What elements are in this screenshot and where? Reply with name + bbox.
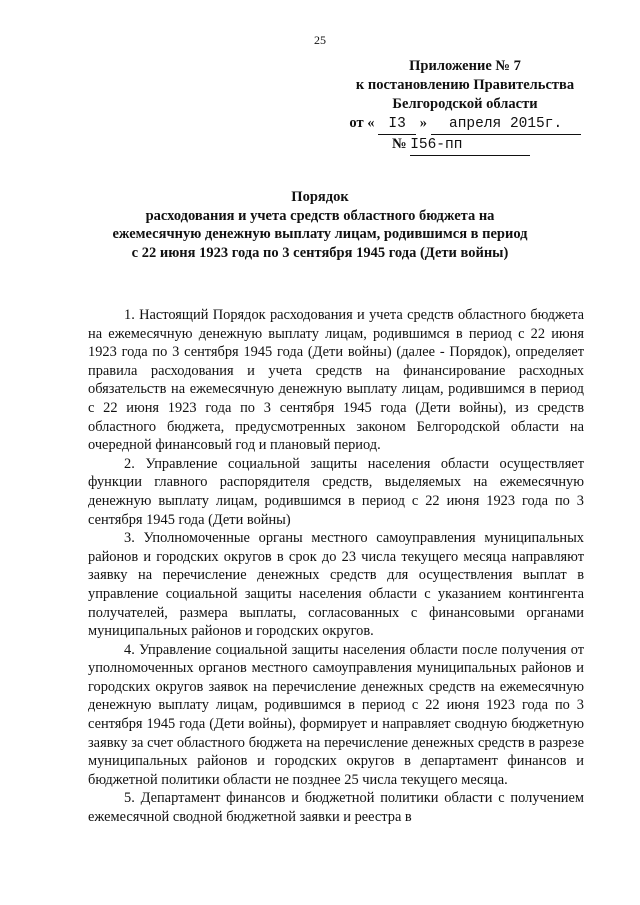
paragraph-2: 2. Управление социальной защиты населения области осуществляет функции главного распорядителя средств, выделяемых на ежемесячную денежную выплату лицам, родившимся в период с 22 июня 1923 года по 3 сентября 1945 года (Дети войны) (88, 455, 584, 528)
date-month-year: апреля 2015г. (431, 115, 581, 135)
paragraph-4: 4. Управление социальной защиты населения области после получения от уполномоченных органов местного самоуправления муниципальных районов и городских округов заявок на перечисление денежных средств на ежемесячную денежную выплату лицам, родившимся в период с 22 июня 1923 года по 3 сентября 1945 года (Дети войны), формирует и направляет сводную бюджетную заявку за счет областного бюджета на перечисление денежных средств в разрезе муниципальных районов и городских округов в департамент финансов и бюджетной политики области не позднее 25 числа текущего месяца. (88, 641, 584, 788)
number-value: I56-пп (410, 136, 530, 156)
appendix-date (330, 114, 600, 135)
title-line-2: расходования и учета средств областного бюджета на (145, 207, 495, 224)
appendix-header (330, 57, 600, 156)
date-day: I3 (378, 115, 416, 135)
appendix-reference: к постановлению Правительства (355, 77, 575, 93)
date-mid: » (419, 115, 427, 131)
title-line-3: ежемесячную денежную выплату лицам, родившимся в период (112, 226, 528, 242)
document-title (100, 188, 540, 262)
page-number: 25 (314, 33, 326, 47)
appendix-title: Приложение № 7 (409, 58, 521, 74)
date-prefix: от « (349, 115, 375, 131)
paragraph-1: 1. Настоящий Порядок расходования и учета средств областного бюджета на ежемесячную денежную выплату лицам, родившимся в период с 22 июня 1923 года по 3 сентября 1945 года (Дети войны) (далее - Порядок), определяет правила расходования и учета средств на финансирование расходных обязательств на ежемесячную денежную выплату лицам, родившимся в период с 22 июня 1923 года по 3 сентября 1945 года (Дети войны), из средств областного бюджета, предусмотренных законом Белгородской области на очередной финансовый год и плановый период. (88, 307, 584, 454)
title-line-1: Порядок (291, 189, 349, 205)
document-body (88, 306, 584, 827)
appendix-region: Белгородской области (392, 96, 538, 112)
appendix-number (330, 135, 600, 156)
number-prefix: № (392, 136, 407, 152)
paragraph-3: 3. Уполномоченные органы местного самоуправления муниципальных районов и городских округов в срок до 23 числа текущего месяца направляют заявку на перечисление денежных средств для осуществления выплат в управление социальной защиты населения области с указанием контингента получателей, размера выплаты, согласованных с финансовыми органами муниципальных районов и городских округов. (88, 530, 584, 640)
title-line-4: с 22 июня 1923 года по 3 сентября 1945 года (Дети войны) (131, 244, 509, 261)
paragraph-5: 5. Департамент финансов и бюджетной политики области с получением ежемесячной сводной бюджетной заявки и реестра в (88, 790, 584, 826)
